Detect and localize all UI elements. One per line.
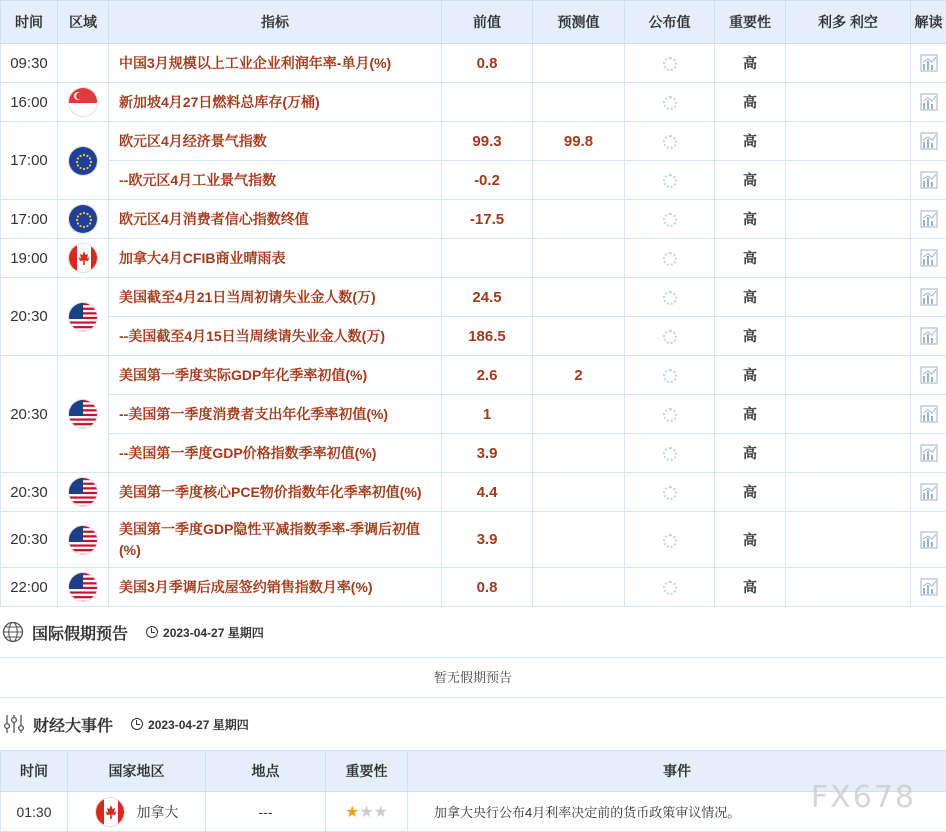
forecast-value [533,317,625,356]
region-cell [58,568,109,607]
importance: 高 [715,122,786,161]
holiday-date [146,624,264,641]
events-table [0,750,946,832]
interpret-cell[interactable] [911,395,946,434]
calendar-row [1,239,946,278]
impact-cell [786,356,911,395]
us-flag-icon [68,302,98,332]
holiday-section-header [0,617,946,647]
indicator-name[interactable]: 美国3月季调后成屋签约销售指数月率(%) [109,568,442,607]
impact-cell [786,122,911,161]
ev-col-event: 事件 [408,751,946,792]
forecast-value [533,568,625,607]
actual-value [625,434,715,473]
interpret-cell[interactable] [911,568,946,607]
event-time: 20:30 [1,473,58,512]
no-holiday-notice: 暂无假期预告 [0,657,946,698]
previous-value: 24.5 [442,278,533,317]
impact-cell [786,83,911,122]
us-flag-icon [68,399,98,429]
ev-col-importance: 重要性 [326,751,408,792]
indicator-name[interactable]: --美国第一季度GDP价格指数季率初值(%) [109,434,442,473]
actual-value [625,83,715,122]
impact-cell [786,568,911,607]
canada-flag-icon [95,797,125,827]
col-interpret: 解读 [911,1,946,44]
indicator-name[interactable]: 欧元区4月经济景气指数 [109,122,442,161]
interpret-cell[interactable] [911,434,946,473]
actual-value [625,473,715,512]
chart-icon[interactable] [920,54,938,72]
loading-spinner-icon [663,213,677,227]
forecast-value [533,395,625,434]
interpret-cell[interactable] [911,356,946,395]
loading-spinner-icon [663,252,677,266]
actual-value [625,161,715,200]
loading-spinner-icon [663,486,677,500]
calendar-row [1,356,946,395]
importance: 高 [715,434,786,473]
forecast-value [533,83,625,122]
region-cell [58,44,109,83]
impact-cell [786,434,911,473]
impact-cell [786,239,911,278]
events-date [131,716,249,733]
importance: 高 [715,395,786,434]
actual-value [625,395,715,434]
chart-icon[interactable] [920,210,938,228]
ev-col-place: 地点 [206,751,326,792]
previous-value: -0.2 [442,161,533,200]
col-time: 时间 [1,1,58,44]
event-time: 01:30 [1,792,68,832]
interpret-cell[interactable] [911,239,946,278]
importance: 高 [715,239,786,278]
event-description: 加拿大央行公布4月利率决定前的货币政策审议情况。 [408,792,946,832]
globe-icon [2,621,24,643]
previous-value: 1 [442,395,533,434]
previous-value [442,83,533,122]
event-time: 20:30 [1,278,58,356]
previous-value: -17.5 [442,200,533,239]
region-cell [58,356,109,473]
col-indicator: 指标 [109,1,442,44]
previous-value: 0.8 [442,44,533,83]
interpret-cell[interactable] [911,200,946,239]
chart-icon[interactable] [920,288,938,306]
forecast-value [533,512,625,568]
forecast-value [533,278,625,317]
chart-icon[interactable] [920,531,938,549]
holiday-date-text: 2023-04-27 星期四 [163,624,264,641]
col-importance: 重要性 [715,1,786,44]
impact-cell [786,161,911,200]
actual-value [625,317,715,356]
calendar-row [1,434,946,473]
forecast-value [533,434,625,473]
sliders-icon [3,713,25,735]
star-icon: ★ [359,804,373,821]
event-time: 20:30 [1,512,58,568]
previous-value [442,239,533,278]
event-time: 09:30 [1,44,58,83]
forecast-value [533,473,625,512]
us-flag-icon [68,525,98,555]
chart-icon[interactable] [920,249,938,267]
indicator-name[interactable]: 欧元区4月消费者信心指数终值 [109,200,442,239]
region-cell [58,83,109,122]
events-date-text: 2023-04-27 星期四 [148,716,249,733]
chart-icon[interactable] [920,444,938,462]
event-time: 17:00 [1,200,58,239]
event-time: 16:00 [1,83,58,122]
col-impact: 利多 利空 [786,1,911,44]
clock-icon [131,718,143,730]
event-country-name: 加拿大 [136,804,178,820]
actual-value [625,356,715,395]
loading-spinner-icon [663,291,677,305]
indicator-name[interactable]: --美国第一季度消费者支出年化季率初值(%) [109,395,442,434]
col-actual: 公布值 [625,1,715,44]
previous-value: 0.8 [442,568,533,607]
event-row [1,792,946,832]
eu-flag-icon [68,204,98,234]
region-cell [58,278,109,356]
actual-value [625,44,715,83]
impact-cell [786,44,911,83]
importance: 高 [715,278,786,317]
event-time: 20:30 [1,356,58,473]
indicator-name[interactable]: 美国截至4月21日当周初请失业金人数(万) [109,278,442,317]
col-previous: 前值 [442,1,533,44]
star-icon: ★ [345,804,359,821]
indicator-name[interactable]: 美国第一季度GDP隐性平减指数季率-季调后初值(%) [109,512,442,568]
calendar-row [1,278,946,317]
previous-value: 3.9 [442,434,533,473]
indicator-name[interactable]: 中国3月规模以上工业企业利润年率-单月(%) [109,44,442,83]
chart-icon[interactable] [920,132,938,150]
importance: 高 [715,473,786,512]
chart-icon[interactable] [920,171,938,189]
indicator-name[interactable]: --美国截至4月15日当周续请失业金人数(万) [109,317,442,356]
loading-spinner-icon [663,369,677,383]
previous-value: 186.5 [442,317,533,356]
us-flag-icon [68,572,98,602]
impact-cell [786,278,911,317]
forecast-value [533,44,625,83]
impact-cell [786,473,911,512]
calendar-row [1,161,946,200]
impact-cell [786,395,911,434]
previous-value: 2.6 [442,356,533,395]
actual-value [625,278,715,317]
indicator-name[interactable]: 加拿大4月CFIB商业晴雨表 [109,239,442,278]
previous-value: 99.3 [442,122,533,161]
events-header-row [1,751,946,792]
loading-spinner-icon [663,447,677,461]
event-time: 19:00 [1,239,58,278]
interpret-cell[interactable] [911,122,946,161]
chart-icon[interactable] [920,327,938,345]
interpret-cell[interactable] [911,83,946,122]
calendar-header-row [1,1,946,44]
actual-value [625,122,715,161]
interpret-cell[interactable] [911,161,946,200]
holiday-title: 国际假期预告 [32,621,128,644]
importance: 高 [715,83,786,122]
importance: 高 [715,512,786,568]
region-cell [58,512,109,568]
calendar-row [1,473,946,512]
ev-col-time: 时间 [1,751,68,792]
region-cell [58,239,109,278]
region-cell [58,122,109,200]
calendar-row [1,44,946,83]
loading-spinner-icon [663,534,677,548]
chart-icon[interactable] [920,366,938,384]
event-importance [326,792,408,832]
forecast-value: 99.8 [533,122,625,161]
importance: 高 [715,200,786,239]
region-cell [58,200,109,239]
indicator-name[interactable]: 美国第一季度核心PCE物价指数年化季率初值(%) [109,473,442,512]
loading-spinner-icon [663,581,677,595]
previous-value: 3.9 [442,512,533,568]
chart-icon[interactable] [920,405,938,423]
events-title: 财经大事件 [33,713,113,736]
events-section-header [0,709,946,739]
loading-spinner-icon [663,330,677,344]
calendar-row [1,395,946,434]
col-forecast: 预测值 [533,1,625,44]
forecast-value [533,239,625,278]
importance: 高 [715,161,786,200]
star-icon: ★ [374,804,388,821]
impact-cell [786,317,911,356]
interpret-cell[interactable] [911,317,946,356]
indicator-name[interactable]: --欧元区4月工业景气指数 [109,161,442,200]
forecast-value: 2 [533,356,625,395]
chart-icon[interactable] [920,93,938,111]
calendar-row [1,512,946,568]
forecast-value [533,200,625,239]
indicator-name[interactable]: 美国第一季度实际GDP年化季率初值(%) [109,356,442,395]
watermark: FX678 [811,780,916,815]
calendar-row [1,83,946,122]
actual-value [625,512,715,568]
eu-flag-icon [68,146,98,176]
ev-col-country: 国家地区 [68,751,206,792]
importance: 高 [715,568,786,607]
loading-spinner-icon [663,57,677,71]
actual-value [625,239,715,278]
sg-flag-icon [68,87,98,117]
us-flag-icon [68,477,98,507]
event-time: 22:00 [1,568,58,607]
previous-value: 4.4 [442,473,533,512]
event-country [68,792,206,832]
calendar-row [1,200,946,239]
importance: 高 [715,356,786,395]
forecast-value [533,161,625,200]
importance-stars [345,804,388,820]
impact-cell [786,200,911,239]
loading-spinner-icon [663,408,677,422]
calendar-row [1,122,946,161]
chart-icon[interactable] [920,578,938,596]
indicator-name[interactable]: 新加坡4月27日燃料总库存(万桶) [109,83,442,122]
event-time: 17:00 [1,122,58,200]
importance: 高 [715,317,786,356]
clock-icon [146,626,158,638]
interpret-cell[interactable] [911,278,946,317]
col-region: 区域 [58,1,109,44]
interpret-cell[interactable] [911,473,946,512]
importance: 高 [715,44,786,83]
region-cell [58,473,109,512]
impact-cell [786,512,911,568]
loading-spinner-icon [663,96,677,110]
loading-spinner-icon [663,174,677,188]
actual-value [625,200,715,239]
calendar-row [1,317,946,356]
calendar-row [1,568,946,607]
loading-spinner-icon [663,135,677,149]
interpret-cell[interactable] [911,44,946,83]
actual-value [625,568,715,607]
chart-icon[interactable] [920,483,938,501]
interpret-cell[interactable] [911,512,946,568]
event-place: --- [206,792,326,832]
ca-flag-icon [68,243,98,273]
